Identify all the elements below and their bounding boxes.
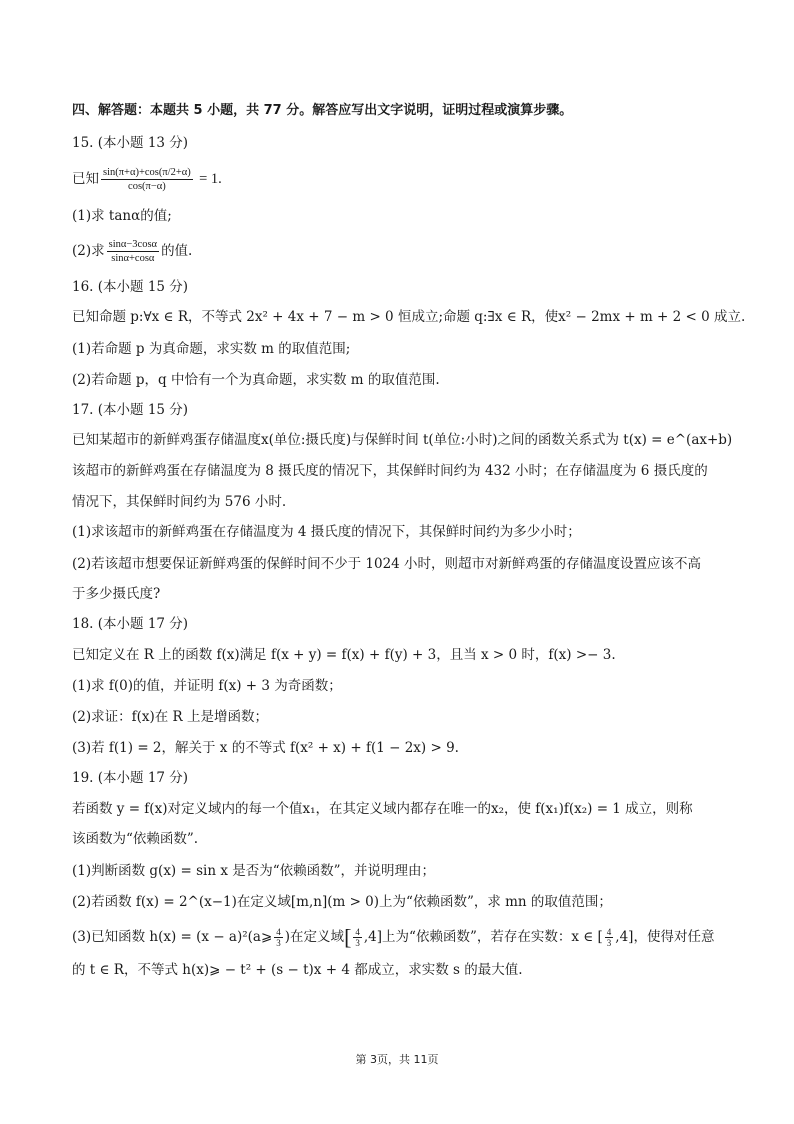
q19-part3-frac-b-num: 4 <box>355 927 360 937</box>
q19-part3-frac-a <box>274 927 283 948</box>
q19-part3-line1 <box>72 922 754 953</box>
q17-part2-line1: (2)若该超市想要保证新鲜鸡蛋的保鲜时间不少于 1024 小时，则超市对新鲜鸡蛋的存储温度设置应该不高 <box>72 556 702 572</box>
q18-title: 18. (本小题 17 分) <box>72 616 189 632</box>
section-header: 四、解答题：本题共 5 小题，共 77 分。解答应写出文字说明，证明过程或演算步骤。 <box>72 103 573 118</box>
q17-title: 17. (本小题 15 分) <box>72 402 189 418</box>
q19-part3-frac-c <box>605 927 614 948</box>
q19-part2: (2)若函数 f(x) = 2^(x−1)在定义域[m,n](m > 0)上为“依赖函数”，求 mn 的取值范围； <box>72 894 612 910</box>
q19-part3-frac-a-den: 3 <box>276 938 281 948</box>
q15-given-denominator: cos(π−α) <box>128 181 166 192</box>
q15-part2-numerator: sinα−3cosα <box>108 239 158 250</box>
q15-given <box>72 164 754 194</box>
q15-part2-denominator: sinα+cosα <box>111 253 155 264</box>
q19-part3-frac-c-num: 4 <box>606 927 612 937</box>
q19-part3-frac-b <box>353 927 362 948</box>
q16-title: 16. (本小题 15 分) <box>72 279 189 295</box>
q15-part2-suffix: 的值. <box>161 243 193 259</box>
q15-given-suffix: = 1. <box>199 171 222 187</box>
q15-part1: (1)求 tanα的值; <box>72 208 172 224</box>
q15-title: 15. (本小题 13 分) <box>72 135 189 151</box>
page-footer: 第 3页，共 11页 <box>355 1053 439 1066</box>
q18-part1: (1)求 f(0)的值，并证明 f(x) + 3 为奇函数； <box>72 678 342 694</box>
q19-part3-text4: ,4]，使得对任意 <box>615 929 715 945</box>
q19-part3-frac-a-num: 4 <box>276 927 281 937</box>
q19-part3-text2: )在定义域 <box>284 929 345 945</box>
q17-part2-line2: 于多少摄氏度? <box>72 586 161 602</box>
q19-stem-line2: 该函数为“依赖函数”. <box>72 831 199 847</box>
q18-part3: (3)若 f(1) = 2，解关于 x 的不等式 f(x² + x) + f(1 − 2x) > 9. <box>72 740 459 756</box>
q16-part2: (2)若命题 p，q 中恰有一个为真命题，求实数 m 的取值范围. <box>72 372 440 388</box>
q19-part3-text3: ,4]上为“依赖函数”，若存在实数：x ∈ [ <box>363 929 603 945</box>
q19-title: 19. (本小题 17 分) <box>72 770 189 786</box>
q19-part3-frac-c-den: 3 <box>606 938 612 948</box>
q15-part2-prefix: (2)求 <box>72 243 105 259</box>
q16-stem: 已知命题 p:∀x ∈ R，不等式 2x² + 4x + 7 − m > 0 恒成立;命题 q:∃x ∈ R，使x² − 2mx + m + 2 < 0 成立. <box>72 309 746 325</box>
q17-stem-line1: 已知某超市的新鲜鸡蛋存储温度x(单位:摄氏度)与保鲜时间 t(单位:小时)之间的函数关系式为 t(x) = e^(ax+b) <box>72 432 733 448</box>
q19-part3-left-bracket: [ <box>344 924 352 950</box>
q17-stem-line2: 该超市的新鲜鸡蛋在存储温度为 8 摄氏度的情况下，其保鲜时间约为 432 小时；在存储温度为 6 摄氏度的 <box>72 463 708 479</box>
q15-given-fraction <box>101 166 193 193</box>
q16-part1: (1)若命题 p 为真命题，求实数 m 的取值范围; <box>72 341 351 357</box>
q19-part3-line2: 的 t ∈ R，不等式 h(x)⩾ − t² + (s − t)x + 4 都成立，求实数 s 的最大值. <box>72 962 523 978</box>
q19-part3-frac-b-den: 3 <box>355 938 360 948</box>
q15-part2 <box>72 236 754 266</box>
q19-part1: (1)判断函数 g(x) = sin x 是否为“依赖函数”，并说明理由； <box>72 863 436 879</box>
q18-part2: (2)求证：f(x)在 R 上是增函数； <box>72 709 269 725</box>
q15-given-prefix: 已知 <box>72 171 99 187</box>
q18-stem: 已知定义在 R 上的函数 f(x)满足 f(x + y) = f(x) + f(y) + 3，且当 x > 0 时，f(x) >− 3. <box>72 647 616 663</box>
q17-part1: (1)求该超市的新鲜鸡蛋在存储温度为 4 摄氏度的情况下，其保鲜时间约为多少小时； <box>72 524 581 540</box>
q17-stem-line3: 情况下，其保鲜时间约为 576 小时. <box>72 494 287 510</box>
q15-given-numerator: sin(π+α)+cos(π/2+α) <box>103 167 191 178</box>
q19-stem-line1: 若函数 y = f(x)对定义域内的每一个值x₁，在其定义域内都存在唯一的x₂，使 f(x₁)f(x₂) = 1 成立，则称 <box>72 801 693 817</box>
q15-part2-fraction <box>107 238 159 265</box>
q19-part3-text1: (3)已知函数 h(x) = (x − a)²(a⩾ <box>72 929 273 945</box>
